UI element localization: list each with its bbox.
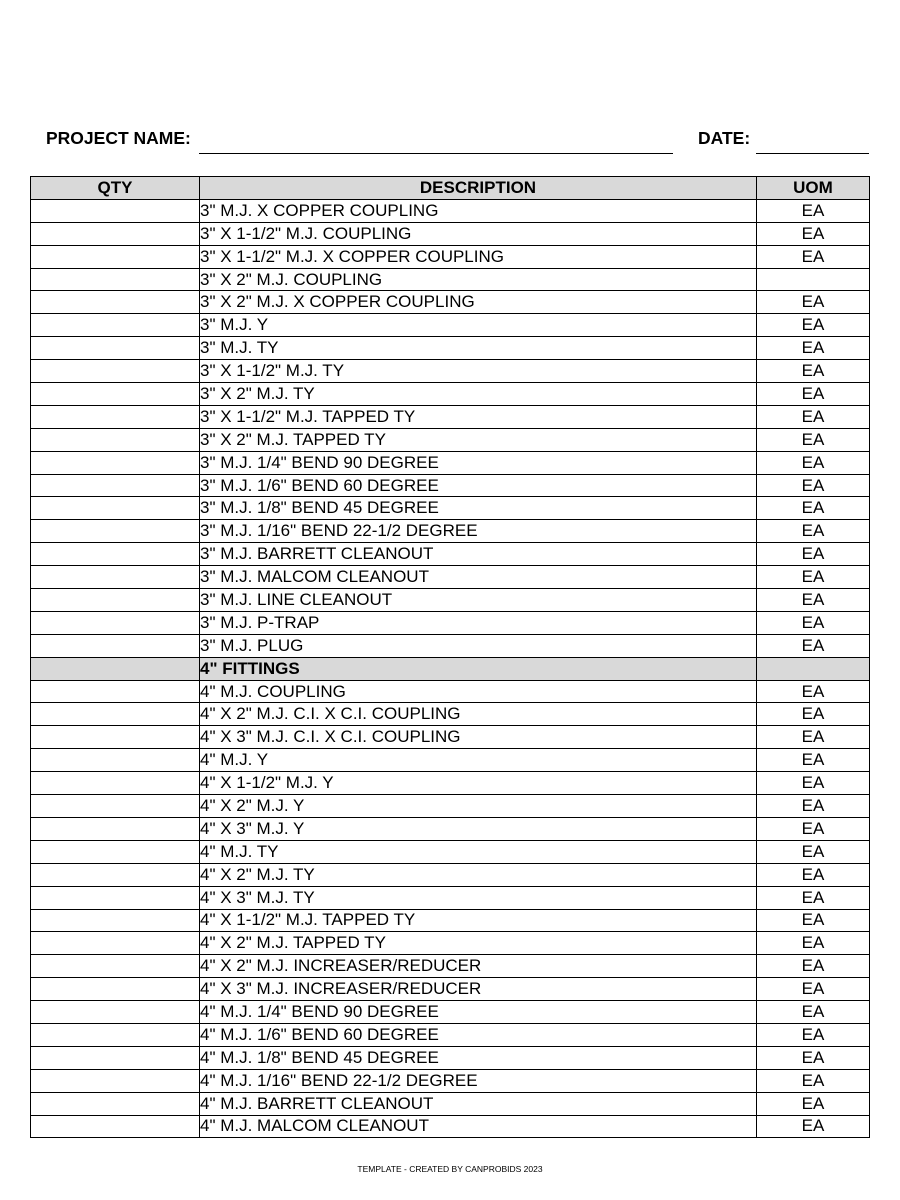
qty-cell[interactable]: [31, 268, 200, 291]
project-header: [46, 128, 870, 156]
description-cell: 3" M.J. PLUG: [200, 634, 757, 657]
uom-cell: [757, 657, 870, 680]
qty-cell[interactable]: [31, 749, 200, 772]
table-row: [31, 245, 870, 268]
qty-cell[interactable]: [31, 840, 200, 863]
qty-cell[interactable]: [31, 405, 200, 428]
table-row: [31, 543, 870, 566]
qty-cell[interactable]: [31, 978, 200, 1001]
description-cell: 4" X 2" M.J. TAPPED TY: [200, 932, 757, 955]
description-cell: 3" X 2" M.J. TAPPED TY: [200, 428, 757, 451]
uom-cell: EA: [757, 405, 870, 428]
uom-cell: EA: [757, 222, 870, 245]
description-cell: 4" X 3" M.J. TY: [200, 886, 757, 909]
qty-cell[interactable]: [31, 795, 200, 818]
qty-cell[interactable]: [31, 199, 200, 222]
table-row: [31, 634, 870, 657]
uom-cell: EA: [757, 1001, 870, 1024]
qty-cell[interactable]: [31, 291, 200, 314]
description-cell: 3" X 2" M.J. TY: [200, 383, 757, 406]
uom-cell: EA: [757, 1023, 870, 1046]
description-cell: 4" FITTINGS: [200, 657, 757, 680]
qty-column-header: QTY: [31, 177, 200, 200]
uom-cell: EA: [757, 383, 870, 406]
description-cell: 3" M.J. 1/4" BEND 90 DEGREE: [200, 451, 757, 474]
table-row: [31, 726, 870, 749]
table-row: [31, 795, 870, 818]
project-name-field[interactable]: [199, 153, 673, 154]
uom-cell: EA: [757, 199, 870, 222]
uom-cell: EA: [757, 932, 870, 955]
uom-cell: EA: [757, 1046, 870, 1069]
description-cell: 4" X 3" M.J. C.I. X C.I. COUPLING: [200, 726, 757, 749]
table-row: [31, 1092, 870, 1115]
uom-cell: EA: [757, 886, 870, 909]
qty-cell[interactable]: [31, 314, 200, 337]
table-header-row: [31, 177, 870, 200]
qty-cell[interactable]: [31, 474, 200, 497]
table-row: [31, 589, 870, 612]
uom-cell: EA: [757, 428, 870, 451]
table-row: [31, 703, 870, 726]
date-label: DATE:: [698, 128, 751, 148]
description-column-header: DESCRIPTION: [200, 177, 757, 200]
qty-cell[interactable]: [31, 383, 200, 406]
table-row: [31, 909, 870, 932]
uom-cell: EA: [757, 589, 870, 612]
qty-cell[interactable]: [31, 543, 200, 566]
description-cell: 4" M.J. COUPLING: [200, 680, 757, 703]
table-row: [31, 383, 870, 406]
qty-cell[interactable]: [31, 520, 200, 543]
table-body: [31, 199, 870, 1138]
description-cell: 3" X 1-1/2" M.J. COUPLING: [200, 222, 757, 245]
uom-cell: EA: [757, 1069, 870, 1092]
table-row: [31, 497, 870, 520]
table-row: [31, 405, 870, 428]
qty-cell[interactable]: [31, 451, 200, 474]
uom-cell: EA: [757, 909, 870, 932]
section-header-row: [31, 657, 870, 680]
qty-cell[interactable]: [31, 726, 200, 749]
table-row: [31, 314, 870, 337]
description-cell: 4" M.J. MALCOM CLEANOUT: [200, 1115, 757, 1138]
table-row: [31, 360, 870, 383]
table-row: [31, 611, 870, 634]
table-row: [31, 520, 870, 543]
description-cell: 3" X 1-1/2" M.J. TY: [200, 360, 757, 383]
qty-cell[interactable]: [31, 1046, 200, 1069]
qty-cell[interactable]: [31, 337, 200, 360]
description-cell: 4" M.J. 1/8" BEND 45 DEGREE: [200, 1046, 757, 1069]
uom-cell: EA: [757, 795, 870, 818]
table-row: [31, 474, 870, 497]
uom-cell: EA: [757, 817, 870, 840]
table-row: [31, 199, 870, 222]
table-row: [31, 978, 870, 1001]
table-row: [31, 749, 870, 772]
table-row: [31, 840, 870, 863]
qty-cell[interactable]: [31, 497, 200, 520]
table-row: [31, 680, 870, 703]
description-cell: 3" M.J. BARRETT CLEANOUT: [200, 543, 757, 566]
qty-cell[interactable]: [31, 703, 200, 726]
uom-cell: EA: [757, 451, 870, 474]
uom-cell: EA: [757, 772, 870, 795]
uom-cell: EA: [757, 1115, 870, 1138]
table-row: [31, 268, 870, 291]
table-row: [31, 1046, 870, 1069]
qty-cell[interactable]: [31, 1023, 200, 1046]
qty-cell[interactable]: [31, 680, 200, 703]
description-cell: 3" M.J. LINE CLEANOUT: [200, 589, 757, 612]
description-cell: 3" X 1-1/2" M.J. X COPPER COUPLING: [200, 245, 757, 268]
description-cell: 3" M.J. Y: [200, 314, 757, 337]
uom-cell: EA: [757, 245, 870, 268]
qty-cell[interactable]: [31, 657, 200, 680]
fittings-table: [30, 176, 870, 1138]
description-cell: 3" M.J. P-TRAP: [200, 611, 757, 634]
description-cell: 3" M.J. MALCOM CLEANOUT: [200, 566, 757, 589]
uom-cell: EA: [757, 543, 870, 566]
uom-cell: EA: [757, 634, 870, 657]
description-cell: 4" X 1-1/2" M.J. Y: [200, 772, 757, 795]
uom-cell: EA: [757, 1092, 870, 1115]
uom-cell: EA: [757, 474, 870, 497]
table-row: [31, 1115, 870, 1138]
uom-cell: EA: [757, 497, 870, 520]
description-cell: 4" X 2" M.J. INCREASER/REDUCER: [200, 955, 757, 978]
qty-cell[interactable]: [31, 589, 200, 612]
table-row: [31, 817, 870, 840]
description-cell: 3" M.J. TY: [200, 337, 757, 360]
table-row: [31, 863, 870, 886]
description-cell: 4" X 3" M.J. INCREASER/REDUCER: [200, 978, 757, 1001]
description-cell: 4" X 2" M.J. TY: [200, 863, 757, 886]
qty-cell[interactable]: [31, 1001, 200, 1024]
description-cell: 3" M.J. 1/6" BEND 60 DEGREE: [200, 474, 757, 497]
description-cell: 3" X 2" M.J. COUPLING: [200, 268, 757, 291]
table-row: [31, 451, 870, 474]
qty-cell[interactable]: [31, 863, 200, 886]
qty-cell[interactable]: [31, 955, 200, 978]
uom-cell: EA: [757, 566, 870, 589]
description-cell: 4" M.J. BARRETT CLEANOUT: [200, 1092, 757, 1115]
table-row: [31, 222, 870, 245]
qty-cell[interactable]: [31, 1092, 200, 1115]
qty-cell[interactable]: [31, 932, 200, 955]
uom-cell: EA: [757, 314, 870, 337]
uom-cell: EA: [757, 726, 870, 749]
table-row: [31, 428, 870, 451]
table-row: [31, 886, 870, 909]
description-cell: 4" M.J. 1/4" BEND 90 DEGREE: [200, 1001, 757, 1024]
table-row: [31, 772, 870, 795]
description-cell: 3" X 2" M.J. X COPPER COUPLING: [200, 291, 757, 314]
description-cell: 4" M.J. Y: [200, 749, 757, 772]
description-cell: 4" X 2" M.J. C.I. X C.I. COUPLING: [200, 703, 757, 726]
description-cell: 3" M.J. 1/8" BEND 45 DEGREE: [200, 497, 757, 520]
qty-cell[interactable]: [31, 886, 200, 909]
uom-cell: EA: [757, 703, 870, 726]
description-cell: 4" X 2" M.J. Y: [200, 795, 757, 818]
uom-cell: EA: [757, 291, 870, 314]
qty-cell[interactable]: [31, 428, 200, 451]
uom-cell: EA: [757, 611, 870, 634]
uom-cell: EA: [757, 863, 870, 886]
qty-cell[interactable]: [31, 817, 200, 840]
qty-cell[interactable]: [31, 611, 200, 634]
table-row: [31, 1001, 870, 1024]
qty-cell[interactable]: [31, 360, 200, 383]
uom-cell: EA: [757, 749, 870, 772]
description-cell: 3" M.J. 1/16" BEND 22-1/2 DEGREE: [200, 520, 757, 543]
uom-cell: EA: [757, 840, 870, 863]
qty-cell[interactable]: [31, 245, 200, 268]
description-cell: 4" M.J. 1/16" BEND 22-1/2 DEGREE: [200, 1069, 757, 1092]
footer-credit: TEMPLATE - CREATED BY CANPROBIDS 2023: [357, 1164, 543, 1174]
description-cell: 4" X 1-1/2" M.J. TAPPED TY: [200, 909, 757, 932]
description-cell: 3" X 1-1/2" M.J. TAPPED TY: [200, 405, 757, 428]
qty-cell[interactable]: [31, 566, 200, 589]
qty-cell[interactable]: [31, 1115, 200, 1138]
table-row: [31, 1069, 870, 1092]
table-row: [31, 932, 870, 955]
description-cell: 4" M.J. TY: [200, 840, 757, 863]
uom-cell: EA: [757, 680, 870, 703]
uom-cell: EA: [757, 978, 870, 1001]
qty-cell[interactable]: [31, 1069, 200, 1092]
description-cell: 4" M.J. 1/6" BEND 60 DEGREE: [200, 1023, 757, 1046]
qty-cell[interactable]: [31, 772, 200, 795]
qty-cell[interactable]: [31, 634, 200, 657]
table-row: [31, 955, 870, 978]
uom-cell: EA: [757, 520, 870, 543]
description-cell: 4" X 3" M.J. Y: [200, 817, 757, 840]
qty-cell[interactable]: [31, 222, 200, 245]
project-name-label: PROJECT NAME:: [46, 128, 191, 148]
table-row: [31, 1023, 870, 1046]
uom-cell: EA: [757, 360, 870, 383]
table-row: [31, 566, 870, 589]
uom-column-header: UOM: [757, 177, 870, 200]
qty-cell[interactable]: [31, 909, 200, 932]
description-cell: 3" M.J. X COPPER COUPLING: [200, 199, 757, 222]
table-row: [31, 337, 870, 360]
uom-cell: EA: [757, 337, 870, 360]
uom-cell: [757, 268, 870, 291]
uom-cell: EA: [757, 955, 870, 978]
date-field[interactable]: [756, 153, 869, 154]
table-row: [31, 291, 870, 314]
